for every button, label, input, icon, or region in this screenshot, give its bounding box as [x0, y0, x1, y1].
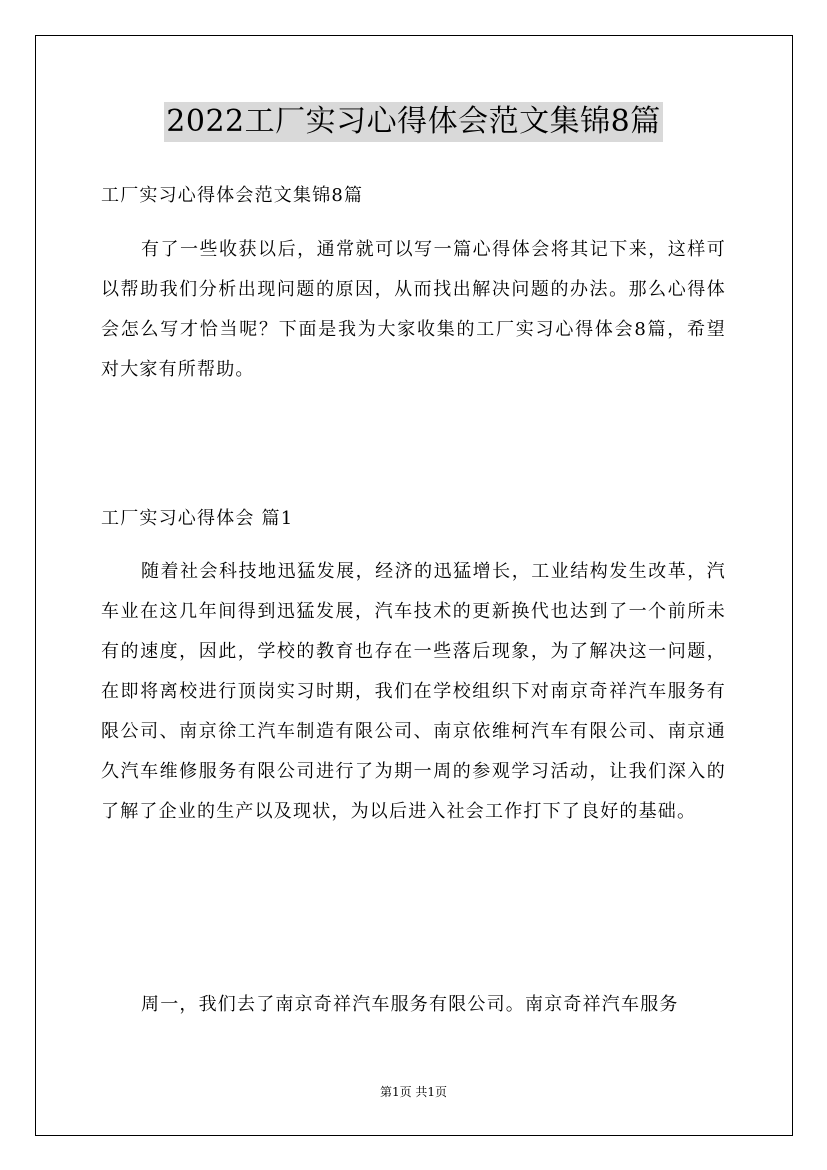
section-paragraph-1: 随着社会科技地迅猛发展，经济的迅猛增长，工业结构发生改革，汽车业在这几年间得到迅猛发展，汽车技术的更新换代也达到了一个前所未有的速度，因此，学校的教育也存在一些落后现象，为了解决这一问题，在即将离校进行顶岗实习时期，我们在学校组织下对南京奇祥汽车服务有限公司、南京徐工汽车制造有限公司、南京依维柯汽车有限公司、南京通久汽车维修服务有限公司进行了为期一周的参观学习活动，让我们深入的了解了企业的生产以及现状，为以后进入社会工作打下了良好的基础。	[101, 561, 726, 822]
document-subtitle: 工厂实习心得体会范文集锦8篇	[101, 185, 364, 206]
document-title: 2022工厂实习心得体会范文集锦8篇	[164, 102, 662, 142]
title-container	[0, 102, 827, 142]
intro-paragraph: 有了一些收获以后，通常就可以写一篇心得体会将其记下来，这样可以帮助我们分析出现问题的原因，从而找出解决问题的办法。那么心得体会怎么写才恰当呢？下面是我为大家收集的工厂实习心得体会8篇，希望对大家有所帮助。	[101, 239, 726, 380]
section-paragraph-2: 周一，我们去了南京奇祥汽车服务有限公司。南京奇祥汽车服务	[141, 994, 679, 1015]
section-heading: 工厂实习心得体会 篇1	[101, 508, 294, 529]
page-indicator: 第1页 共1页	[379, 1085, 448, 1099]
page-footer	[0, 1083, 827, 1101]
